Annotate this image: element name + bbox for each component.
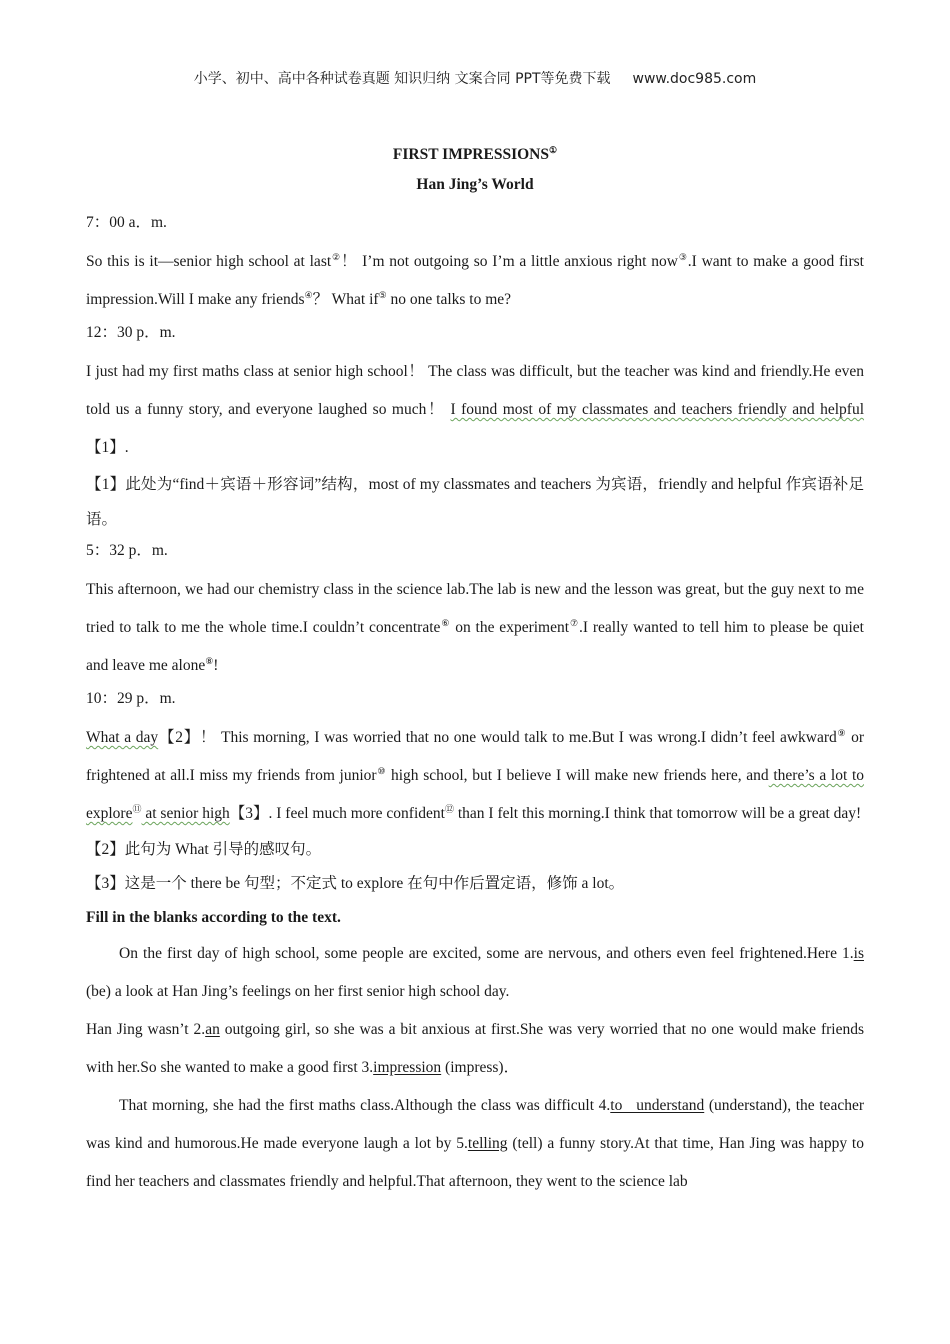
time-stamp: 5：32 p．m. [86,542,168,559]
exercise-paragraph: Han Jing wasn’t 2.an outgoing girl, so she was a bit anxious at first.She was very worried that no one would make friends with her.So she wanted to make a good first 3.impression (impress)． [86,1021,864,1076]
article-subtitle: Han Jing’s World [416,176,534,193]
time-stamp: 7：00 a．m. [86,214,167,231]
exercise-paragraph: That morning, she had the first maths class.Although the class was difficult 4.to understand (understand), the teacher was kind and humorous.He made everyone laugh a lot by 5.telling (tell) a funny story.At that time, Han Jing was happy to find her teachers and classmates friendly and helpful.That afternoon, they went to the science lab [86,1097,864,1190]
diary-paragraph: What a day【2】！ This morning, I was worried that no one would talk to me.But I was wrong.I didn’t feel awkward⑨ or frightened at all.I miss my friends from junior⑩ high school, but I believe I will make new friends here, and there’s a lot to explore⑪ at senior high【3】. I feel much more confident⑫ than I felt this morning.I think that tomorrow will be a great day! [86,727,864,822]
diary-paragraph: I just had my first maths class at senior high school！ The class was difficult, but the teacher was kind and friendly.He even told us a funny story, and everyone laughed so much！ I found most of my classmates and teachers friendly and helpful【1】. [86,363,864,456]
note-mark: ⑫ [444,803,454,814]
answer-blank: telling [467,1135,508,1152]
note-mark: ⑥ [440,617,451,628]
note-mark: ⑤ [378,289,387,300]
answer-blank: to understand [610,1097,705,1114]
grammar-note: 【2】此句为 What 引导的感叹句。 [86,841,322,858]
note-mark: ⑧ [205,655,214,666]
note-mark: ② [331,251,341,262]
time-stamp: 12：30 p．m. [86,324,176,341]
page-header [0,68,950,88]
underlined-sentence: What a day [86,729,159,746]
time-stamp: 10：29 p．m. [86,690,176,707]
header-url[interactable]: www.doc985.com [632,71,757,87]
note-mark: ③ [677,251,688,262]
note-mark: ⑪ [132,803,142,814]
answer-blank: an [205,1021,220,1038]
grammar-note: 【1】此处为“find＋宾语＋形容词”结构，most of my classmates and teachers 为宾语，friendly and helpful 作宾语补足语。 [86,476,864,528]
article-title: FIRST IMPRESSIONS① [392,144,558,163]
exercise-heading: Fill in the blanks according to the text. [86,909,341,926]
answer-blank: is [853,945,864,962]
header-text: 小学、初中、高中各种试卷真题 知识归纳 文案合同 PPT等免费下载 [193,71,611,87]
underlined-sentence: there’s a lot to explore [86,767,864,822]
note-mark: ⑨ [836,727,847,738]
diary-paragraph: This afternoon, we had our chemistry class in the science lab.The lab is new and the lesson was great, but the guy next to me tried to talk to me the whole time.I couldn’t concentrate⑥ on the experiment⑦.I really wanted to tell him to please be quiet and leave me alone⑧! [86,581,864,674]
underlined-sentence: at senior high [141,805,230,822]
note-mark: ⑦ [569,617,580,628]
diary-paragraph: So this is it—senior high school at last②！ I’m not outgoing so I’m a little anxious right now③.I want to make a good first impression.Will I make any friends④？ What if⑤ no one talks to me? [86,251,864,308]
note-mark: ⑩ [376,765,387,776]
grammar-note: 【3】这是一个 there be 句型；不定式 to explore 在句中作后置定语，修饰 a lot。 [86,875,625,892]
document-body [86,143,864,1201]
note-mark: ① [548,144,558,155]
answer-blank: impression [373,1059,442,1076]
exercise-paragraph: On the first day of high school, some people are excited, some are nervous, and others even feel frightened.Here 1.is (be) a look at Han Jing’s feelings on her first senior high school day. [86,945,864,1000]
note-mark: ④ [304,289,313,300]
underlined-sentence: I found most of my classmates and teachers friendly and helpful [450,401,864,418]
